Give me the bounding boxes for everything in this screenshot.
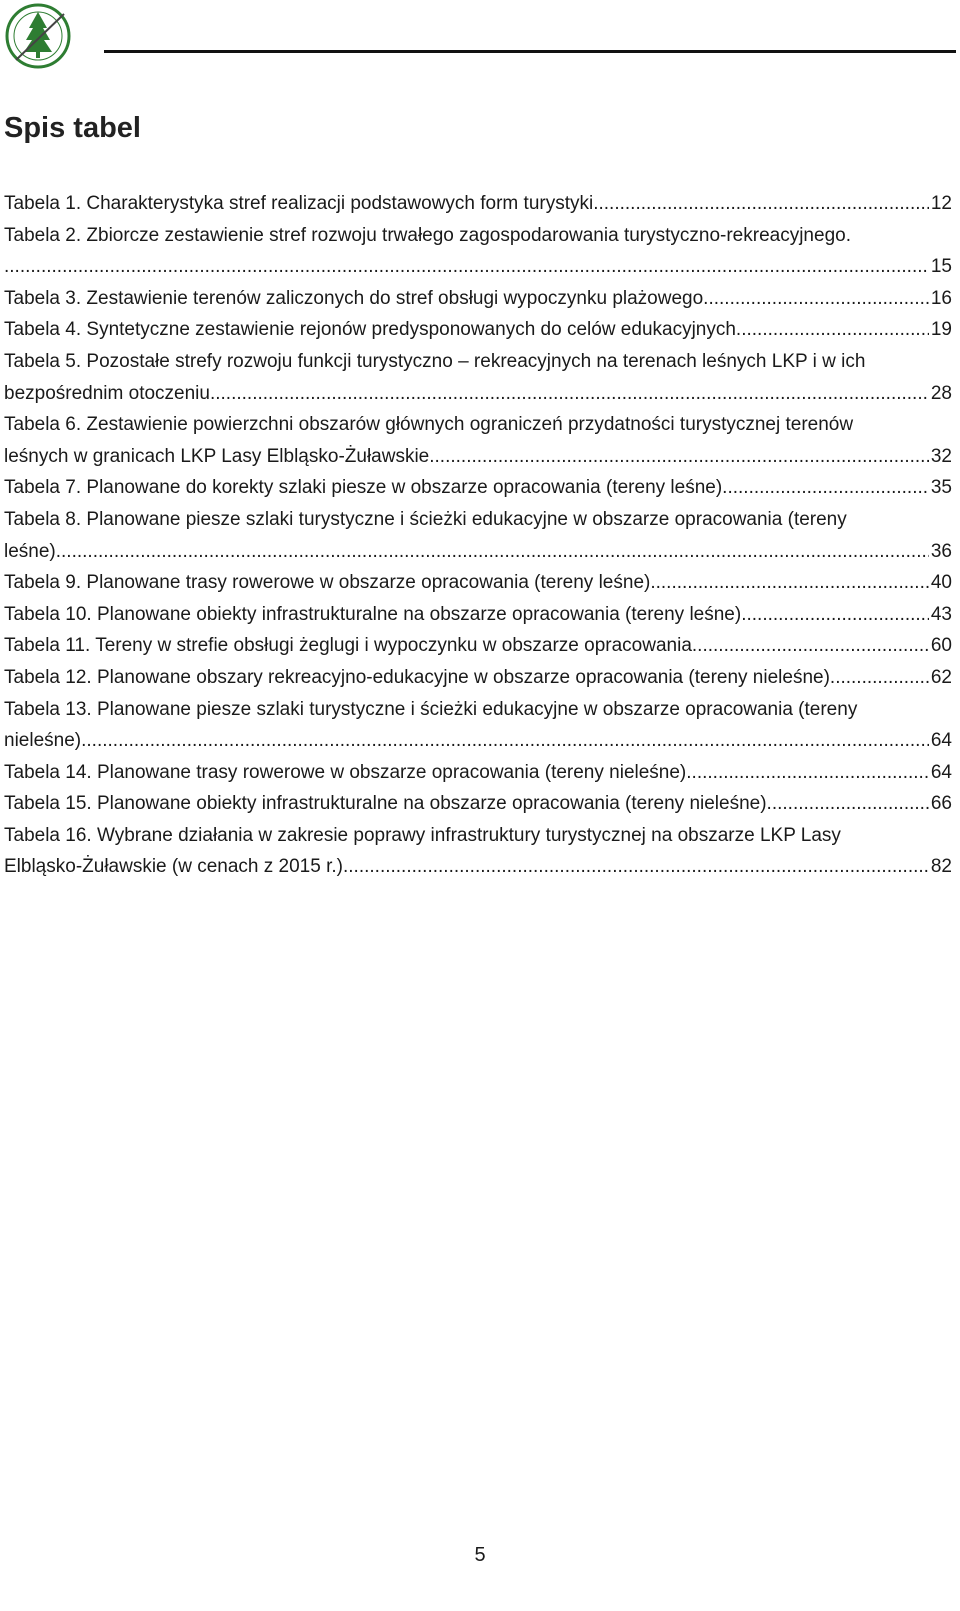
page-header: [0, 0, 960, 80]
toc-entry[interactable]: [4, 694, 952, 757]
toc-entry[interactable]: [4, 188, 952, 220]
dot-leader: [727, 472, 928, 504]
toc-page-number: 12: [930, 193, 952, 214]
dot-leader: [772, 788, 929, 820]
toc-entry[interactable]: [4, 504, 952, 567]
dot-leader: [4, 251, 929, 283]
toc-page-number: 15: [930, 256, 952, 278]
toc-entry-text: leśne).: [4, 540, 62, 562]
toc-entry[interactable]: [4, 283, 952, 315]
toc-entry-text: Tabela 5. Pozostałe strefy rozwoju funkcji turystyczno – rekreacyjnych na terenach leśnych LKP i w ich: [4, 350, 866, 372]
toc-entry-text: Tabela 14. Planowane trasy rowerowe w obszarze opracowania (tereny nieleśne).: [4, 761, 692, 783]
toc-page-number: 32: [930, 445, 952, 467]
toc-entry-text: Tabela 3. Zestawienie terenów zaliczonych do stref obsługi wypoczynku plażowego.: [4, 287, 709, 309]
toc-entry[interactable]: [4, 346, 952, 409]
toc-entry-text: Tabela 8. Planowane piesze szlaki turystyczne i ścieżki edukacyjne w obszarze opracowania (tereny: [4, 508, 847, 530]
dot-leader: [697, 630, 929, 662]
toc-entry-text: Tabela 10. Planowane obiekty infrastrukturalne na obszarze opracowania (tereny leśne).: [4, 603, 747, 625]
dot-leader: [593, 188, 929, 220]
toc-entry-text: Tabela 13. Planowane piesze szlaki turystyczne i ścieżki edukacyjne w obszarze opracowania (tereny: [4, 698, 858, 720]
toc-entry-text: leśnych w granicach LKP Lasy Elbląsko-Żuławskie: [4, 445, 430, 467]
toc-entry[interactable]: [4, 757, 952, 789]
toc-entry-text: Tabela 6. Zestawienie powierzchni obszarów głównych ograniczeń przydatności turystycznej terenów: [4, 414, 854, 436]
dot-leader: [61, 536, 929, 568]
toc-page-number: 66: [930, 793, 952, 815]
dot-leader: [86, 725, 928, 757]
toc-entry[interactable]: [4, 662, 952, 694]
toc-page-number: 64: [930, 761, 952, 783]
toc-entry-text: Tabela 2. Zbiorcze zestawienie stref rozwoju trwałego zagospodarowania turystyczno-rekreacyjnego.: [4, 224, 851, 246]
dot-leader: [741, 314, 929, 346]
toc-page-number: 64: [930, 730, 952, 752]
dot-leader: [835, 662, 929, 694]
toc-entry[interactable]: [4, 472, 952, 504]
table-of-contents: [4, 188, 952, 883]
toc-entry-text: Tabela 4. Syntetyczne zestawienie rejonów predysponowanych do celów edukacyjnych.: [4, 319, 742, 341]
toc-entry-text: bezpośrednim otoczeniu.: [4, 382, 216, 404]
toc-entry-text: Tabela 15. Planowane obiekty infrastrukturalne na obszarze opracowania (tereny nieleśne).: [4, 793, 772, 815]
toc-page-number: 35: [930, 477, 952, 499]
toc-page-number: 60: [930, 635, 952, 657]
toc-entry[interactable]: [4, 630, 952, 662]
toc-page-number: 36: [930, 540, 952, 562]
toc-page-number: 40: [930, 572, 952, 594]
toc-entry-text: Tabela 12. Planowane obszary rekreacyjno-edukacyjne w obszarze opracowania (tereny nieleśne).: [4, 666, 836, 688]
dot-leader: [746, 599, 928, 631]
toc-entry-text: Tabela 7. Planowane do korekty szlaki piesze w obszarze opracowania (tereny leśne).: [4, 477, 728, 499]
toc-entry-text: Tabela 9. Planowane trasy rowerowe w obszarze opracowania (tereny leśne).: [4, 572, 656, 594]
page-number: 5: [474, 1544, 486, 1566]
dot-leader: [215, 378, 929, 410]
dot-leader: [429, 441, 929, 473]
toc-page-number: 19: [930, 319, 952, 341]
header-rule: [104, 50, 956, 53]
toc-entry[interactable]: [4, 820, 952, 883]
page-title: Spis tabel: [4, 112, 141, 144]
dot-leader: [708, 283, 928, 315]
toc-page-number: 43: [930, 603, 952, 625]
dot-leader: [656, 567, 929, 599]
toc-page-number: 62: [930, 666, 952, 688]
toc-page-number: 82: [930, 856, 952, 878]
toc-page-number: 16: [930, 287, 952, 309]
toc-entry[interactable]: [4, 567, 952, 599]
dot-leader: [348, 851, 929, 883]
toc-entry-text: Tabela 1. Charakterystyka stref realizacji podstawowych form turystyki: [4, 193, 594, 214]
forest-logo-icon: [2, 2, 74, 70]
toc-entry[interactable]: [4, 409, 952, 472]
toc-entry[interactable]: [4, 314, 952, 346]
toc-entry-text: Tabela 16. Wybrane działania w zakresie poprawy infrastruktury turystycznej na obszarze LKP Lasy: [4, 824, 841, 846]
toc-entry[interactable]: [4, 788, 952, 820]
dot-leader: [692, 757, 929, 789]
toc-entry[interactable]: [4, 599, 952, 631]
toc-entry-text: Tabela 11. Tereny w strefie obsługi żeglugi i wypoczynku w obszarze opracowania.: [4, 635, 698, 657]
toc-entry[interactable]: [4, 220, 952, 283]
toc-page-number: 28: [930, 382, 952, 404]
toc-entry-text: Elbląsko-Żuławskie (w cenach z 2015 r.).: [4, 856, 349, 878]
toc-entry-text: nieleśne).: [4, 730, 87, 752]
